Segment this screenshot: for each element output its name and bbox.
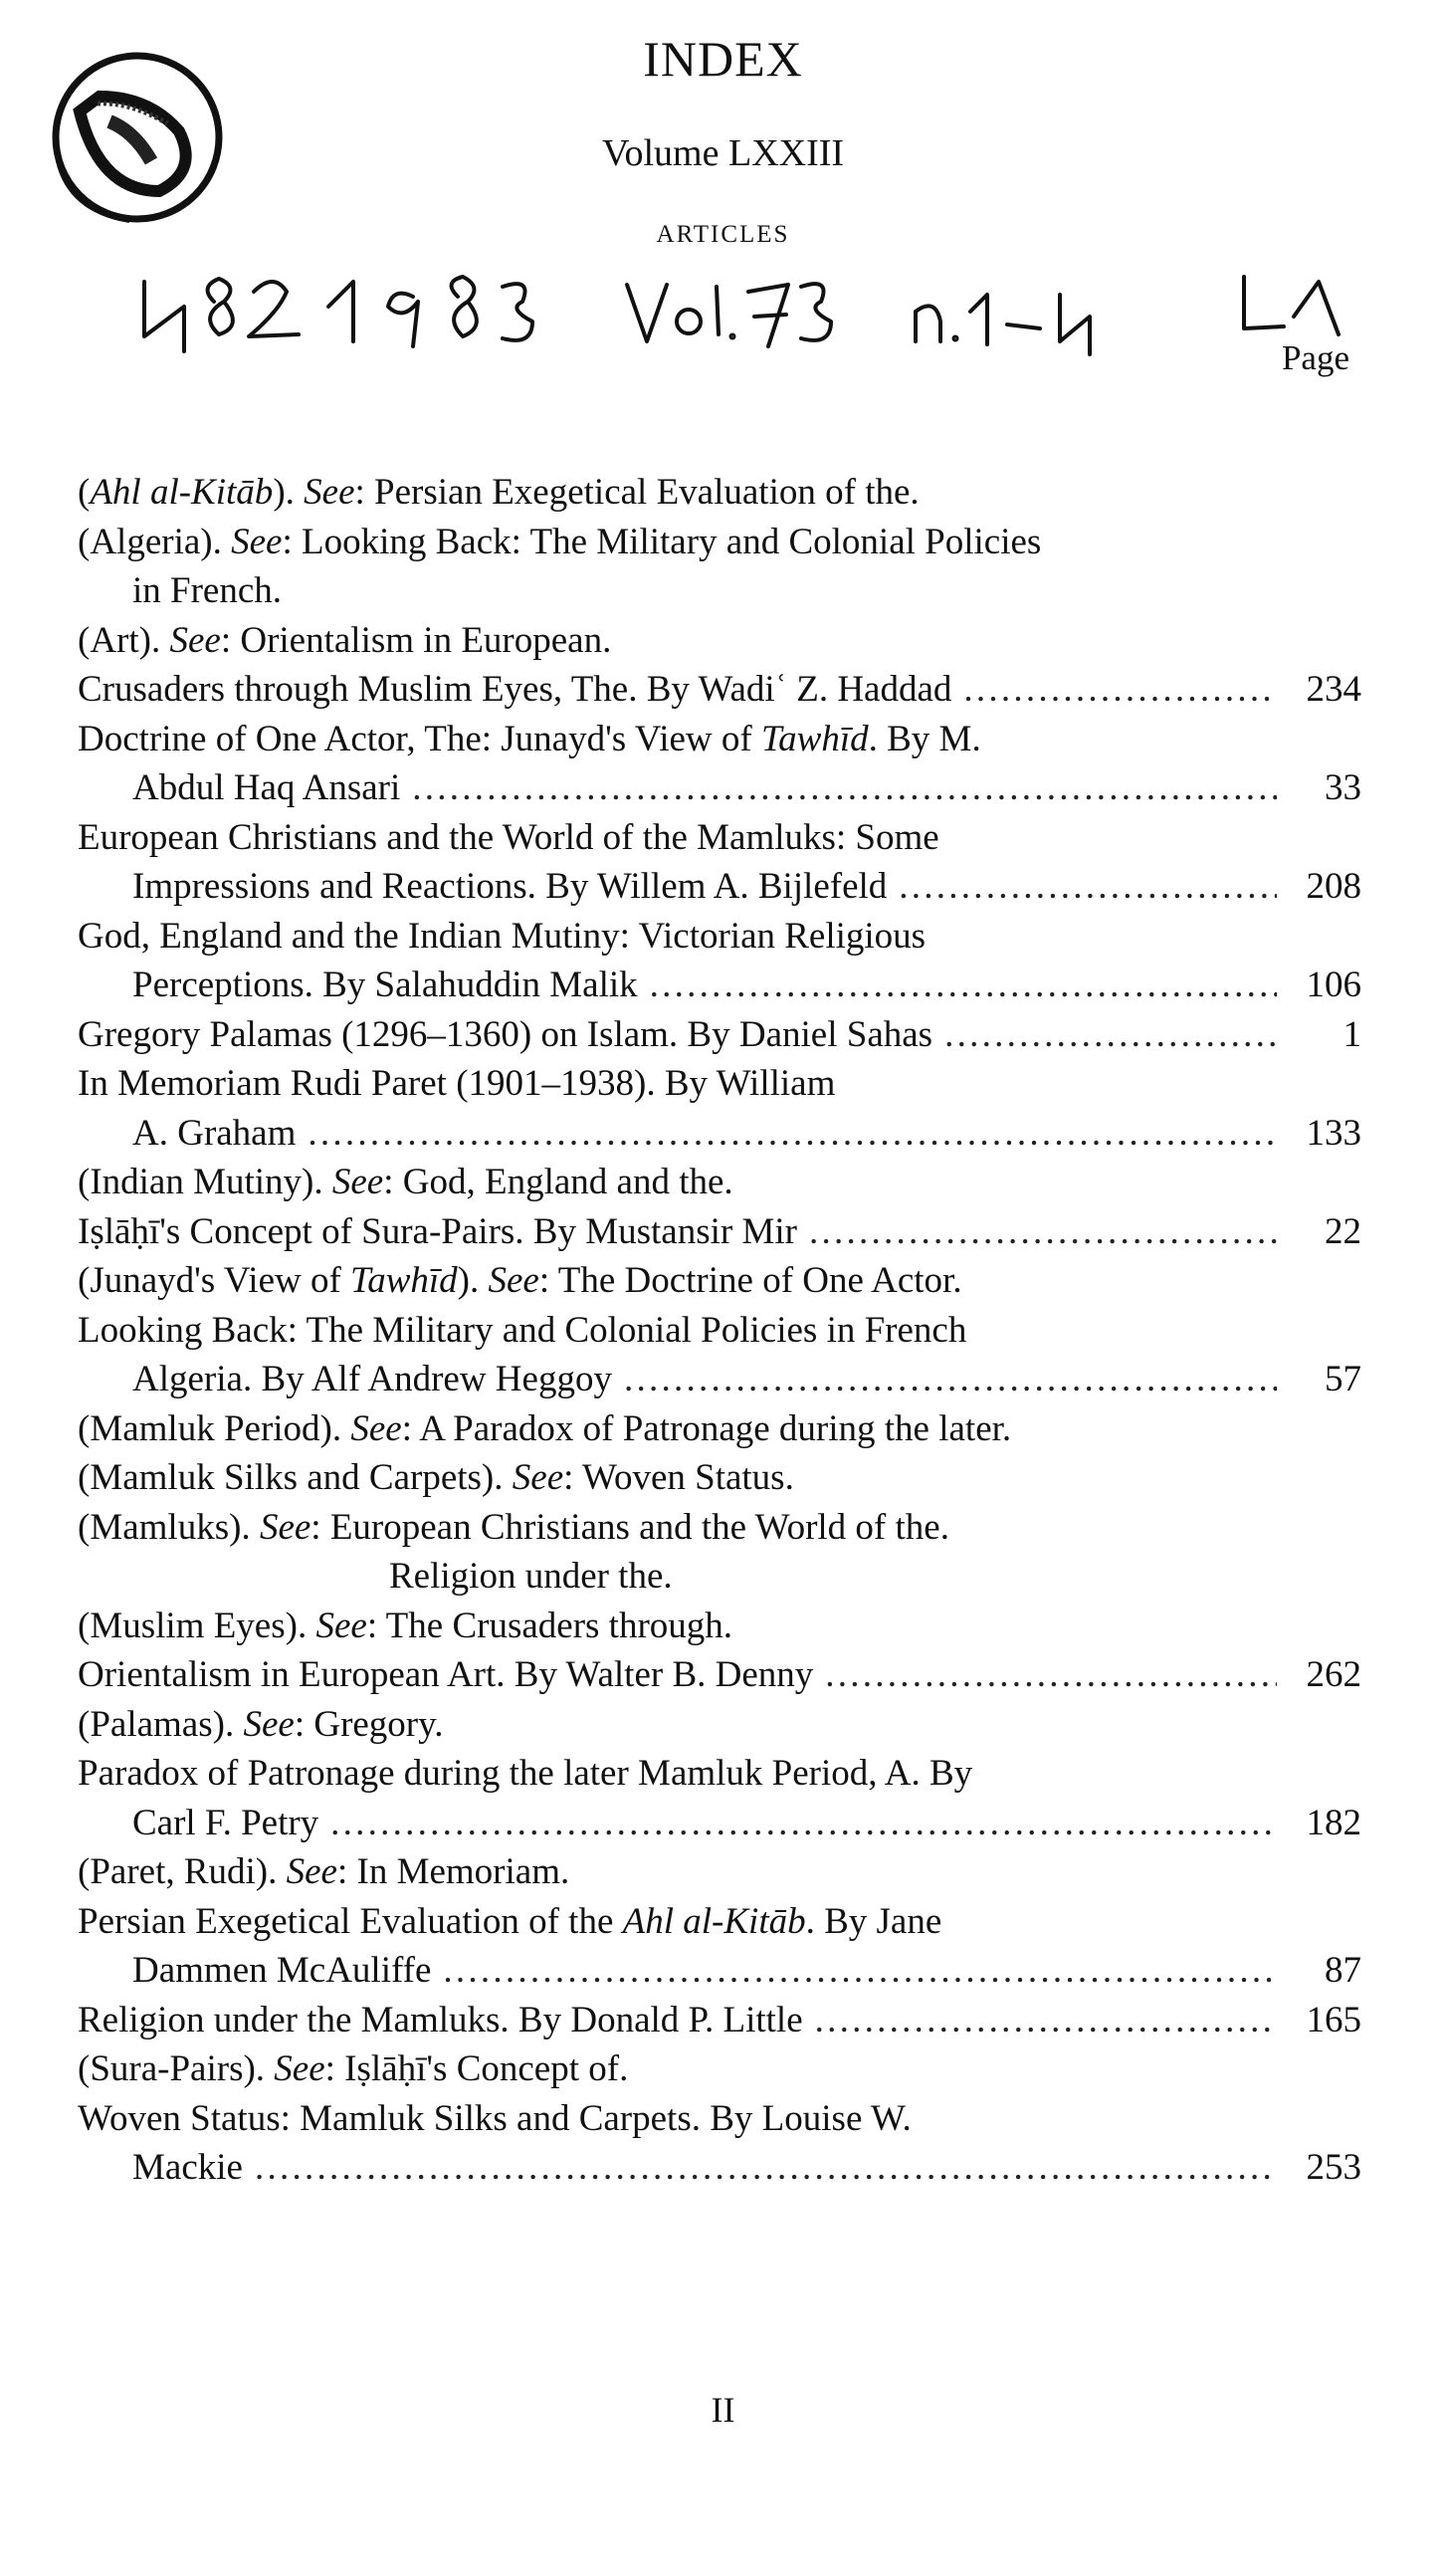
index-entry-page-number: 22 [1325,1210,1361,1252]
index-entry-line [78,518,1361,567]
index-entry-text: Looking Back: The Military and Colonial Policies in French [78,1309,967,1351]
index-entry [78,1897,1361,1996]
index-entry [78,1306,1361,1404]
index-entry-text: (Paret, Rudi). See: In Memoriam. [78,1851,570,1892]
index-entry-text: A. Graham [132,1112,297,1154]
dot-leader [308,1109,1277,1159]
index-entry-page-number: 262 [1306,1654,1361,1695]
index-entry-line [78,912,1361,962]
dot-leader [944,1010,1277,1060]
index-entry [78,715,1361,813]
index-entry [78,912,1361,1010]
index-entry-page-number: 208 [1306,866,1361,907]
dot-leader [624,1355,1277,1404]
index-entry-line [78,1207,1361,1257]
dot-leader [255,2143,1277,2193]
index-entry [78,1207,1361,1257]
index-entry-line [78,566,1361,616]
index-entry-line [78,2044,1361,2094]
index-entry-line [78,1602,1361,1651]
index-entry-line [78,813,1361,863]
index-entry-line [78,1503,1361,1553]
index-entry-text: (Ahl al-Kitāb). See: Persian Exegetical Evaluation of the. [78,472,920,513]
index-entry-page-number: 57 [1325,1359,1361,1399]
index-entry-text: Gregory Palamas (1296–1360) on Islam. By Daniel Sahas [78,1013,933,1055]
index-entry-page-number: 1 [1343,1013,1361,1055]
index-entry [78,2044,1361,2094]
index-entry-line [78,1158,1361,1207]
index-entry-text: (Junayd's View of Tawhīd). See: The Doctrine of One Actor. [78,1260,962,1301]
dot-leader [443,1946,1277,1996]
folio-number: II [711,2390,735,2430]
index-entry-text: Religion under the. [389,1556,673,1597]
index-entry-text: Perceptions. By Salahuddin Malik [132,965,638,1005]
index-entry [78,1700,1361,1750]
index-entry-text: God, England and the Indian Mutiny: Victorian Religious [78,915,927,957]
index-entry-page-number: 165 [1306,1999,1361,2040]
index-entry-text: (Palamas). See: Gregory. [78,1703,444,1745]
index-entry-line [78,1847,1361,1897]
volume-label: Volume LXXIII [601,132,845,174]
index-entry-text: Paradox of Patronage during the later Mamluk Period, A. By [78,1753,973,1794]
index-entry-text: Doctrine of One Actor, The: Junayd's View of Tawhīd. By M. [78,718,981,759]
index-entry [78,1453,1361,1503]
index-entry-line [78,715,1361,764]
index-entry-text: (Art). See: Orientalism in European. [78,619,612,661]
index-entry-line [78,1700,1361,1750]
index-entry-text: European Christians and the World of the Mamluks: Some [78,816,939,858]
index-title: INDEX [643,31,803,87]
index-entry-line [78,1010,1361,1060]
index-entry-text: Crusaders through Muslim Eyes, The. By Wadiʿ Z. Haddad [78,669,952,710]
index-entry-line [78,1946,1361,1996]
index-entry-page-number: 133 [1306,1112,1361,1154]
index-entry-text: (Algeria). See: Looking Back: The Military and Colonial Policies [78,521,1042,562]
index-entry [78,1010,1361,1060]
index-entry [78,1158,1361,1207]
index-entry-line [78,862,1361,912]
index-entry-page-number: 234 [1306,669,1361,710]
index-entry-line [78,616,1361,666]
index-entry [78,518,1361,616]
index-entry [78,1602,1361,1651]
index-entry [78,1503,1361,1602]
index-entry-page-number: 182 [1306,1802,1361,1843]
page-column-label: Page [1281,338,1349,377]
index-entry [78,468,1361,518]
index-entry-text: (Indian Mutiny). See: God, England and the. [78,1162,733,1202]
dot-leader [825,1650,1277,1700]
index-entry-text: (Mamluk Silks and Carpets). See: Woven Status. [78,1457,794,1498]
index-entry-line [78,1552,1361,1602]
index-entry-text: Mackie [132,2147,243,2188]
dot-leader [809,1207,1277,1257]
dot-leader [963,665,1277,715]
index-entry [78,1059,1361,1158]
index-entry [78,1256,1361,1306]
dot-leader [412,763,1277,813]
dot-leader [330,1799,1277,1848]
index-entry-page-number: 253 [1306,2147,1361,2188]
index-entries-list [78,468,1361,2193]
index-entry [78,1650,1361,1700]
index-entry-text: Abdul Haq Ansari [132,767,401,808]
index-entry-line [78,665,1361,715]
index-entry-text: Persian Exegetical Evaluation of the Ahl al-Kitāb. By Jane [78,1900,942,1942]
index-entry-line [78,468,1361,518]
index-entry-line [78,961,1361,1010]
index-entry-text: Algeria. By Alf Andrew Heggoy [132,1359,612,1399]
index-entry-line [78,2094,1361,2144]
index-entry-line [78,763,1361,813]
index-entry-line [78,1897,1361,1947]
index-entry-line [78,1355,1361,1404]
index-entry [78,813,1361,912]
index-entry-text: Woven Status: Mamluk Silks and Carpets. By Louise W. [78,2097,912,2139]
dot-leader [815,1996,1277,2045]
index-entry-text: Iṣlāḥī's Concept of Sura-Pairs. By Mustansir Mir [78,1210,797,1252]
dot-leader [650,961,1277,1010]
index-entry [78,1404,1361,1454]
index-entry [78,665,1361,715]
index-entry [78,2094,1361,2193]
handwritten-call-number [139,267,1373,356]
index-entry-line [78,1404,1361,1454]
index-entry [78,1847,1361,1897]
index-entry-text: (Mamluks). See: European Christians and the World of the. [78,1506,949,1548]
index-entry-text: Carl F. Petry [132,1802,319,1843]
index-entry-line [78,1453,1361,1503]
index-entry [78,1749,1361,1847]
index-entry [78,616,1361,666]
dot-leader [899,862,1277,912]
index-entry-line [78,1996,1361,2045]
index-entry-line [78,1059,1361,1109]
index-entry-line [78,1650,1361,1700]
index-entry-page-number: 106 [1306,965,1361,1005]
index-entry-line [78,1109,1361,1159]
index-entry-text: in French. [132,570,283,611]
index-entry-line [78,2143,1361,2193]
index-entry-text: Impressions and Reactions. By Willem A. Bijlefeld [132,866,888,907]
index-entry-line [78,1256,1361,1306]
index-entry-text: Orientalism in European Art. By Walter B. Denny [78,1654,814,1695]
index-entry-text: In Memoriam Rudi Paret (1901–1938). By William [78,1063,836,1104]
index-entry-line [78,1799,1361,1848]
index-entry-line [78,1306,1361,1356]
index-entry-page-number: 33 [1325,767,1361,808]
index-entry-text: (Sura-Pairs). See: Iṣlāḥī's Concept of. [78,2048,629,2089]
index-entry-text: (Muslim Eyes). See: The Crusaders through. [78,1605,733,1646]
section-heading: ARTICLES [656,221,790,248]
index-entry-text: Dammen McAuliffe [132,1950,432,1991]
index-entry [78,1996,1361,2045]
index-entry-page-number: 87 [1325,1950,1361,1991]
index-entry-text: Religion under the Mamluks. By Donald P. Little [78,1999,803,2040]
index-entry-line [78,1749,1361,1799]
index-entry-text: (Mamluk Period). See: A Paradox of Patronage during the later. [78,1407,1012,1449]
